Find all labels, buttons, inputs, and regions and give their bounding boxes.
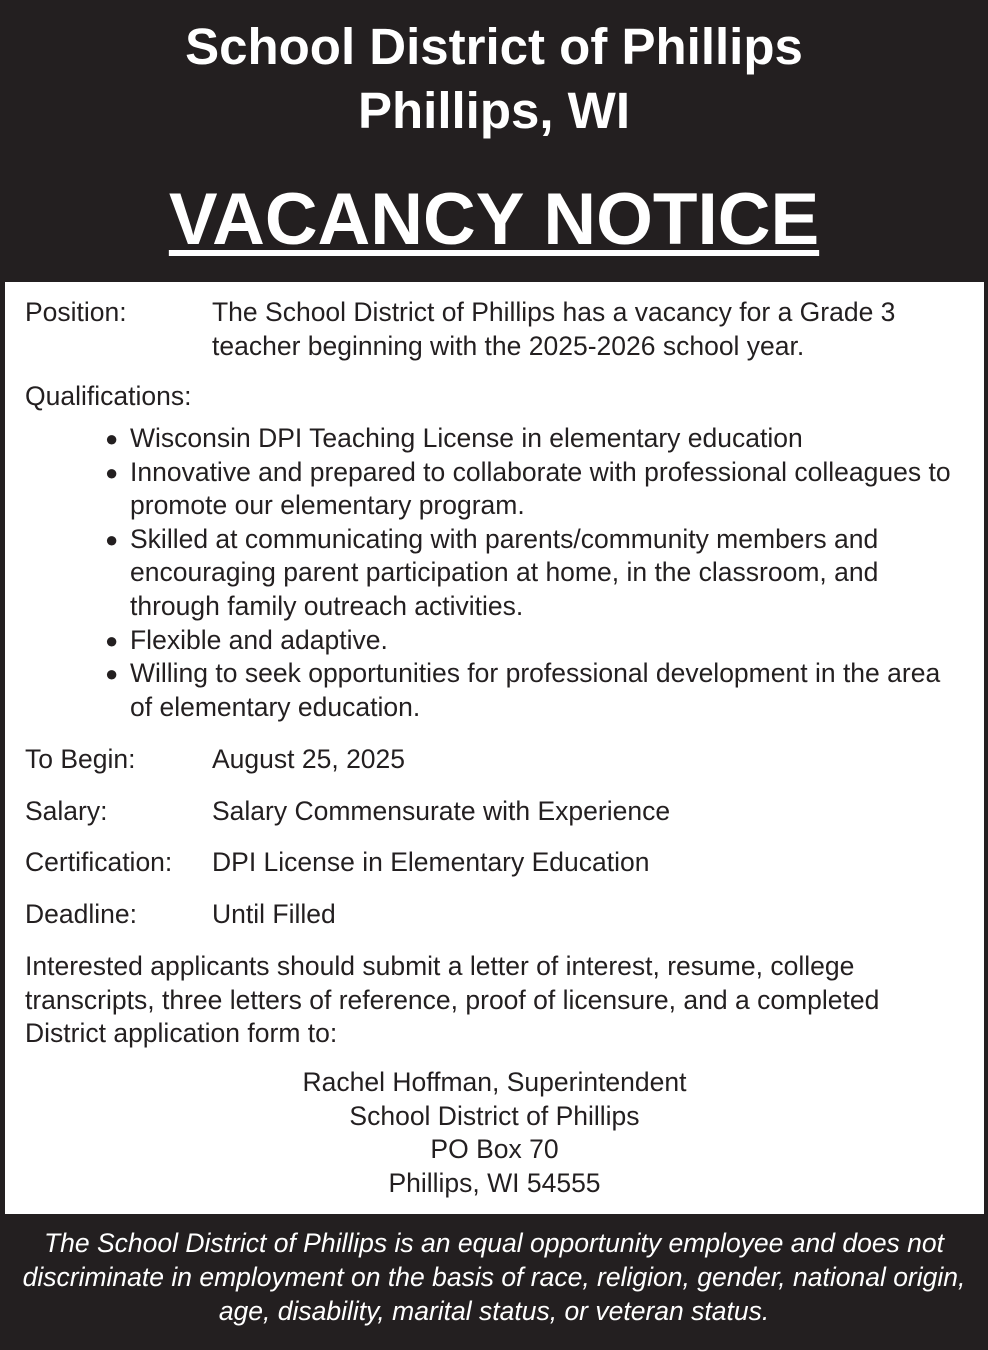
- notice-body: [5, 282, 984, 1214]
- position-text: The School District of Phillips has a vacancy for a Grade 3 teacher beginning with the 2025-2026 school year.: [212, 297, 896, 361]
- deadline-label: Deadline:: [25, 899, 137, 929]
- deadline-value: Until Filled: [212, 899, 336, 929]
- district-city: Phillips, WI: [357, 82, 630, 139]
- district-name: School District of Phillips: [185, 18, 803, 75]
- qualifications-list: [105, 422, 965, 724]
- list-item: [105, 657, 965, 724]
- list-item: [105, 422, 965, 456]
- qualification-text: Innovative and prepared to collaborate with professional colleagues to promote our elementary program.: [130, 456, 951, 521]
- certification-label: Certification:: [25, 847, 173, 877]
- application-instructions: Interested applicants should submit a letter of interest, resume, college transcripts, three letters of reference, proof of licensure, and a completed District application form to:: [25, 951, 880, 1049]
- salary-value: Salary Commensurate with Experience: [212, 796, 671, 826]
- to-begin-label: To Begin:: [25, 744, 136, 774]
- qualification-text: Flexible and adaptive.: [130, 624, 388, 655]
- bullet-icon: ●: [105, 459, 119, 485]
- notice-title-text: VACANCY NOTICE: [168, 179, 820, 260]
- notice-title: [0, 178, 988, 262]
- contact-address: [5, 1066, 984, 1200]
- certification-value: DPI License in Elementary Education: [212, 847, 650, 877]
- bullet-icon: ●: [105, 661, 119, 687]
- contact-organization: School District of Phillips: [349, 1100, 640, 1131]
- qualifications-label: Qualifications:: [25, 381, 192, 411]
- position-label: Position:: [25, 297, 127, 327]
- contact-name: Rachel Hoffman, Superintendent: [302, 1067, 687, 1097]
- bullet-icon: ●: [105, 627, 119, 653]
- qualification-text: Wisconsin DPI Teaching License in elementary education: [130, 423, 803, 453]
- contact-po-box: PO Box 70: [430, 1134, 559, 1165]
- bullet-icon: ●: [105, 526, 119, 552]
- list-item: [105, 523, 965, 624]
- salary-label: Salary:: [25, 796, 108, 826]
- to-begin-value: August 25, 2025: [212, 744, 406, 774]
- notice-header: [0, 0, 988, 282]
- qualification-text: Willing to seek opportunities for professional development in the area of elementary education.: [130, 658, 941, 722]
- qualification-text: Skilled at communicating with parents/community members and encouraging parent participation at home, in the classroom, and through family outreach activities.: [130, 523, 879, 621]
- bullet-icon: ●: [105, 426, 119, 451]
- eeo-statement: The School District of Phillips is an equal opportunity employee and does not discriminate in employment on the basis of race, religion, gender, national origin, age, disability, marital status, or veteran status.: [22, 1228, 966, 1326]
- list-item: [105, 456, 965, 523]
- list-item: [105, 624, 965, 658]
- contact-city-state-zip: Phillips, WI 54555: [388, 1167, 601, 1198]
